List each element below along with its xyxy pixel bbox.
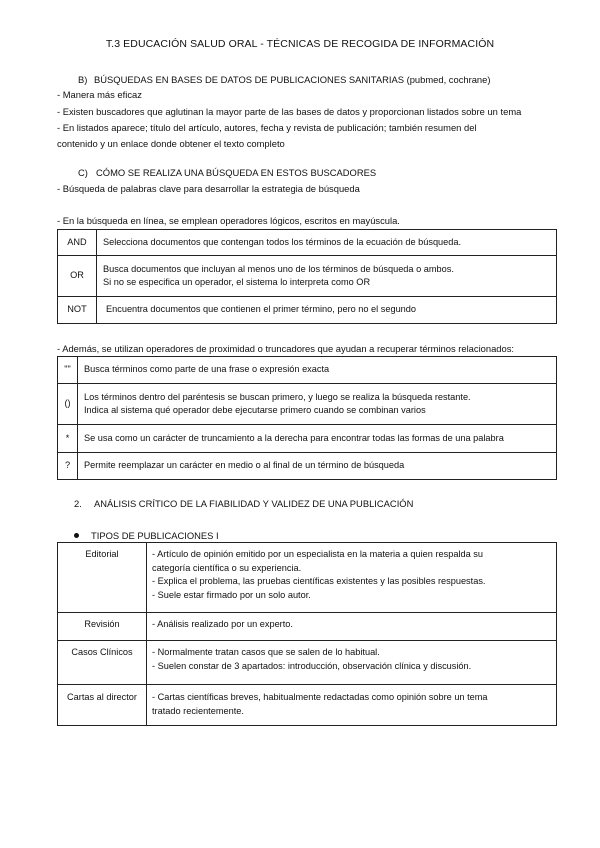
section-2-number: 2. (74, 498, 82, 509)
truncator-key: () (58, 384, 78, 425)
section-c-heading-text: CÓMO SE REALIZA UNA BÚSQUEDA EN ESTOS BUSCADORES (96, 167, 377, 178)
description-line: Encuentra documentos que contienen el primer término, pero no el segundo (106, 304, 417, 315)
operator-description (97, 230, 557, 256)
operator-key: NOT (58, 297, 97, 324)
table-row (58, 384, 557, 425)
truncator-description (78, 425, 557, 453)
page-title: T.3 EDUCACIÓN SALUD ORAL - TÉCNICAS DE RECOGIDA DE INFORMACIÓN (105, 38, 495, 50)
publication-types-table (57, 542, 557, 726)
publication-type-label: Revisión (84, 619, 120, 629)
section-c-line: - Búsqueda de palabras clave para desarrollar la estrategia de búsqueda (57, 183, 360, 194)
section-2-heading (74, 498, 413, 509)
section-b-heading (78, 74, 490, 85)
description-line: Se usa como un carácter de truncamiento a la derecha para encontrar todas las formas de una palabra (84, 432, 504, 443)
proximity-operators-table (57, 356, 557, 480)
bullet-icon (74, 533, 79, 538)
table-row (58, 685, 557, 726)
truncator-description (78, 384, 557, 425)
publication-types-label: TIPOS DE PUBLICACIONES I (91, 530, 219, 541)
truncator-description (78, 357, 557, 384)
publication-type-label: Casos Clínicos (71, 647, 133, 657)
section-c-heading (78, 167, 376, 178)
description-line: Busca documentos que incluyan al menos uno de los términos de búsqueda o ambos. (103, 263, 454, 274)
publication-description (147, 613, 557, 641)
description-line: tratado recientemente. (152, 705, 244, 716)
publication-type-label: Editorial (85, 549, 119, 559)
publication-description (147, 641, 557, 685)
table-row (58, 613, 557, 641)
table-row (58, 453, 557, 480)
truncator-key: "" (58, 357, 78, 384)
description-line: Los términos dentro del paréntesis se buscan primero, y luego se realiza la búsqueda restante. (84, 391, 471, 402)
section-b-line: - Manera más eficaz (57, 89, 142, 100)
description-line: - Cartas científicas breves, habitualmente redactadas como opinión sobre un tema (152, 692, 488, 702)
operator-key: OR (58, 256, 97, 297)
table-row (58, 425, 557, 453)
table-row (58, 357, 557, 384)
table-row (58, 230, 557, 256)
publication-type (58, 613, 147, 641)
table-row (58, 297, 557, 324)
truncator-description (78, 453, 557, 480)
section-b-line: - Existen buscadores que aglutinan la mayor parte de las bases de datos y proporcionan listados sobre un tema (57, 106, 522, 117)
operator-description (97, 256, 557, 297)
section-b-letter: B) (78, 74, 88, 85)
truncator-key: ? (58, 453, 78, 480)
proximity-intro: - Además, se utilizan operadores de proximidad o truncadores que ayudan a recuperar términos relacionados: (57, 343, 515, 354)
description-line: Selecciona documentos que contengan todos los términos de la ecuación de búsqueda. (103, 236, 462, 247)
section-b-heading-text: BÚSQUEDAS EN BASES DE DATOS DE PUBLICACIONES SANITARIAS (pubmed, cochrane) (94, 74, 491, 85)
section-b-line: - En listados aparece; título del artículo, autores, fecha y revista de publicación; también resumen del (57, 122, 477, 133)
publication-type (58, 543, 147, 613)
publication-description (147, 685, 557, 726)
description-line: Permite reemplazar un carácter en medio o al final de un término de búsqueda (84, 460, 405, 471)
description-line: - Artículo de opinión emitido por un especialista en la materia a quien respalda su (152, 549, 483, 559)
section-b-line: contenido y un enlace donde obtener el texto completo (57, 138, 285, 149)
description-line: - Explica el problema, las pruebas científicas existentes y las posibles respuestas. (152, 576, 486, 586)
table-row (58, 641, 557, 685)
operators-intro: - En la búsqueda en línea, se emplean operadores lógicos, escritos en mayúscula. (57, 215, 400, 226)
publication-types-bullet (74, 530, 219, 541)
description-line: categoría científica o su experiencia. (152, 562, 302, 573)
description-line: Busca términos como parte de una frase o expresión exacta (84, 364, 330, 375)
section-c-letter: C) (78, 167, 88, 178)
truncator-key: * (58, 425, 78, 453)
publication-description (147, 543, 557, 613)
logical-operators-table (57, 229, 557, 324)
description-line: Indica al sistema qué operador debe ejecutarse primero cuando se combinan varios (84, 405, 426, 415)
table-row (58, 543, 557, 613)
description-line: - Suele estar firmado por un solo autor. (152, 589, 311, 600)
description-line: - Análisis realizado por un experto. (152, 619, 293, 629)
description-line: - Normalmente tratan casos que se salen de lo habitual. (152, 647, 380, 657)
table-row (58, 256, 557, 297)
description-line: - Suelen constar de 3 apartados: introducción, observación clínica y discusión. (152, 660, 472, 671)
operator-description (97, 297, 557, 324)
operator-key: AND (58, 230, 97, 256)
publication-type-label: Cartas al director (67, 692, 137, 702)
publication-type (58, 685, 147, 726)
description-line: Si no se especifica un operador, el sistema lo interpreta como OR (103, 277, 371, 287)
section-2-heading-text: ANÁLISIS CRÍTICO DE LA FIABILIDAD Y VALIDEZ DE UNA PUBLICACIÓN (94, 498, 414, 509)
publication-type (58, 641, 147, 685)
